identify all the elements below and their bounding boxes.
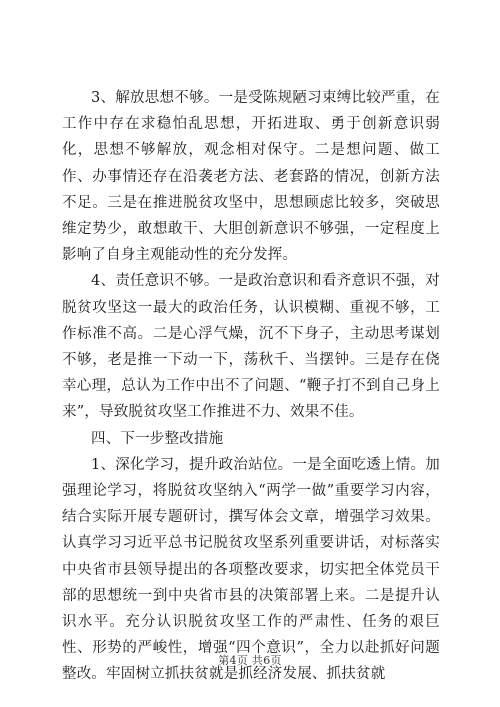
section-heading: 四、下一步整改措施 <box>91 430 224 447</box>
paragraph-liberate-thinking: 3、解放思想不够。一是受陈规陋习束缚比较严重，在工作中存在求稳怕乱思想，开拓进取、勇于创新意识弱化，思想不够解放，观念相对保守。二是想问题、做工作、办事情还存在沿袭老方法、老套路的情况，创新方法不足。三是在推进脱贫攻坚中，思想顾虑比较多，突破思维定势少，敢想敢干、大胆创新意识不够强，一定程度上影响了自身主观能动性的充分发挥。 <box>62 90 440 264</box>
page-footer: 第4页 共6页 <box>218 654 282 667</box>
document-body <box>62 85 440 688</box>
paragraph-responsibility: 4、责任意识不够。一是政治意识和看齐意识不强，对脱贫攻坚这一最大的政治任务，认识模糊、重视不够，工作标准不高。二是心浮气燥，沉不下身子，主动思考谋划不够，老是推一下动一下，荡秋千、当摆钟。三是存在侥幸心理，总认为工作中出不了问题、“鞭子打不到自己身上来”，导致脱贫攻坚工作推进不力、效果不佳。 <box>62 273 440 421</box>
paragraph-deepen-study: 1、深化学习，提升政治站位。一是全面吃透上情。加强理论学习，将脱贫攻坚纳入“两学一做”重要学习内容，结合实际开展专题研讨，撰写体会文章，增强学习效果。认真学习习近平总书记脱贫攻坚系列重要讲话，对标落实中央省市县领导提出的各项整改要求，切实把全体党员干部的思想统一到中央省市县的决策部署上来。二是提升认识水平。充分认识脱贫攻坚工作的严肃性、任务的艰巨性、形势的严峻性，增强“四个意识”，全力以赴抓好问题整改。牢固树立抓扶贫就是抓经济发展、抓扶贫就 <box>62 456 440 683</box>
